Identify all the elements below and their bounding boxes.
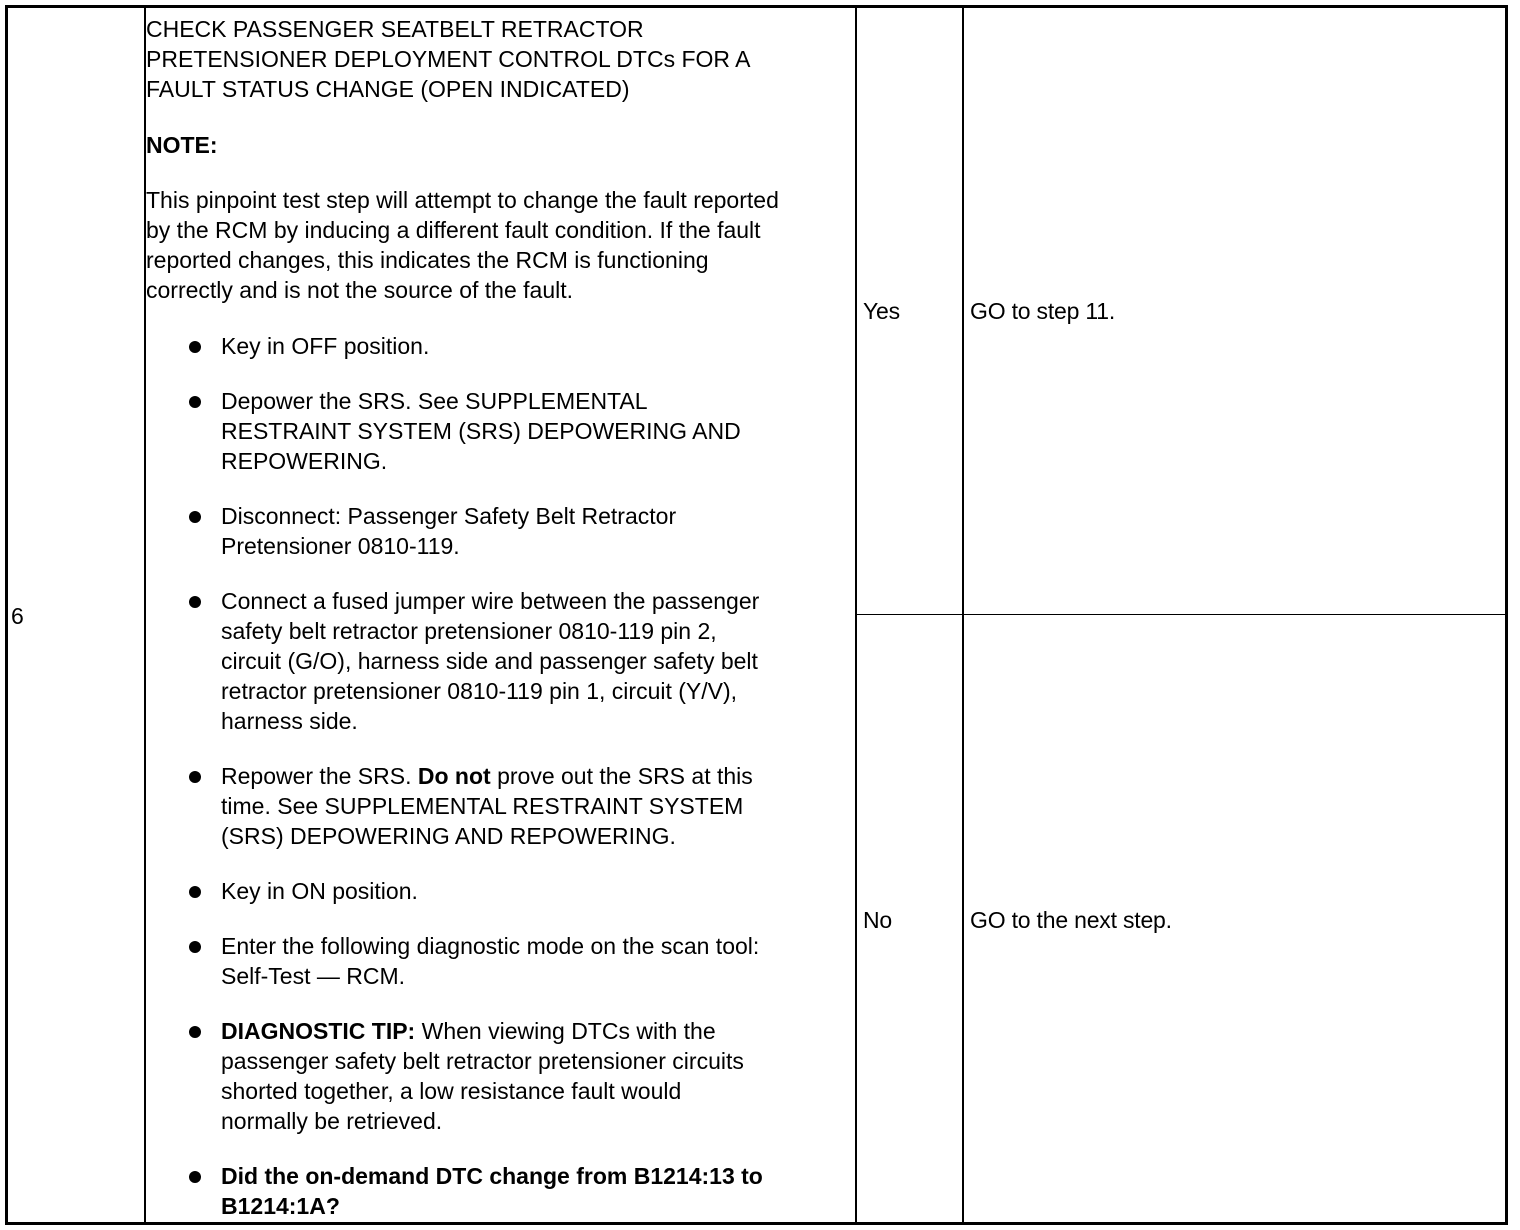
- step-content: [146, 14, 846, 1221]
- bullet-icon: [189, 941, 201, 953]
- action-no: GO to the next step.: [970, 907, 1172, 933]
- procedure-list: [146, 331, 846, 1221]
- bullet-icon: [189, 1171, 201, 1183]
- note-label: NOTE:: [146, 132, 218, 158]
- bullet-icon: [189, 341, 201, 353]
- row-divider: [857, 614, 1505, 615]
- list-item: Repower the SRS. Do not prove out the SRS at this time. See SUPPLEMENTAL RESTRAINT SYSTEM (SRS) DEPOWERING AND REPOWERING.: [146, 761, 846, 851]
- bullet-icon: [189, 886, 201, 898]
- list-item: Depower the SRS. See SUPPLEMENTAL RESTRAINT SYSTEM (SRS) DEPOWERING AND REPOWERING.: [146, 386, 846, 476]
- step-title: CHECK PASSENGER SEATBELT RETRACTOR PRETENSIONER DEPLOYMENT CONTROL DTCs FOR A FAULT STATUS CHANGE (OPEN INDICATED): [146, 16, 751, 102]
- list-item: DIAGNOSTIC TIP: When viewing DTCs with the passenger safety belt retractor pretensioner circuits shorted together, a low resistance fault would normally be retrieved.: [146, 1016, 846, 1136]
- action-yes: GO to step 11.: [970, 298, 1116, 324]
- bullet-icon: [189, 396, 201, 408]
- list-item: Disconnect: Passenger Safety Belt Retractor Pretensioner 0810-119.: [146, 501, 846, 561]
- bullet-icon: [189, 771, 201, 783]
- list-item: Key in OFF position.: [146, 331, 846, 361]
- column-divider: [855, 8, 857, 1222]
- note-text: This pinpoint test step will attempt to change the fault reported by the RCM by inducing a different fault condition. If the fault reported changes, this indicates the RCM is functioning correctly and is not the source of the fault.: [146, 187, 779, 303]
- list-item: Enter the following diagnostic mode on the scan tool: Self-Test — RCM.: [146, 931, 846, 991]
- bullet-icon: [189, 596, 201, 608]
- column-divider: [962, 8, 964, 1222]
- list-item: Key in ON position.: [146, 876, 846, 906]
- step-number: 6: [11, 603, 24, 629]
- result-yes: Yes: [863, 298, 900, 324]
- list-item: Did the on-demand DTC change from B1214:13 to B1214:1A?: [146, 1161, 846, 1221]
- result-no: No: [863, 907, 893, 933]
- list-item: Connect a fused jumper wire between the passenger safety belt retractor pretensioner 0810-119 pin 2, circuit (G/O), harness side and passenger safety belt retractor pretensioner 0810-119 pin 1, circuit (Y/V), harness side.: [146, 586, 846, 736]
- bullet-icon: [189, 511, 201, 523]
- bullet-icon: [189, 1026, 201, 1038]
